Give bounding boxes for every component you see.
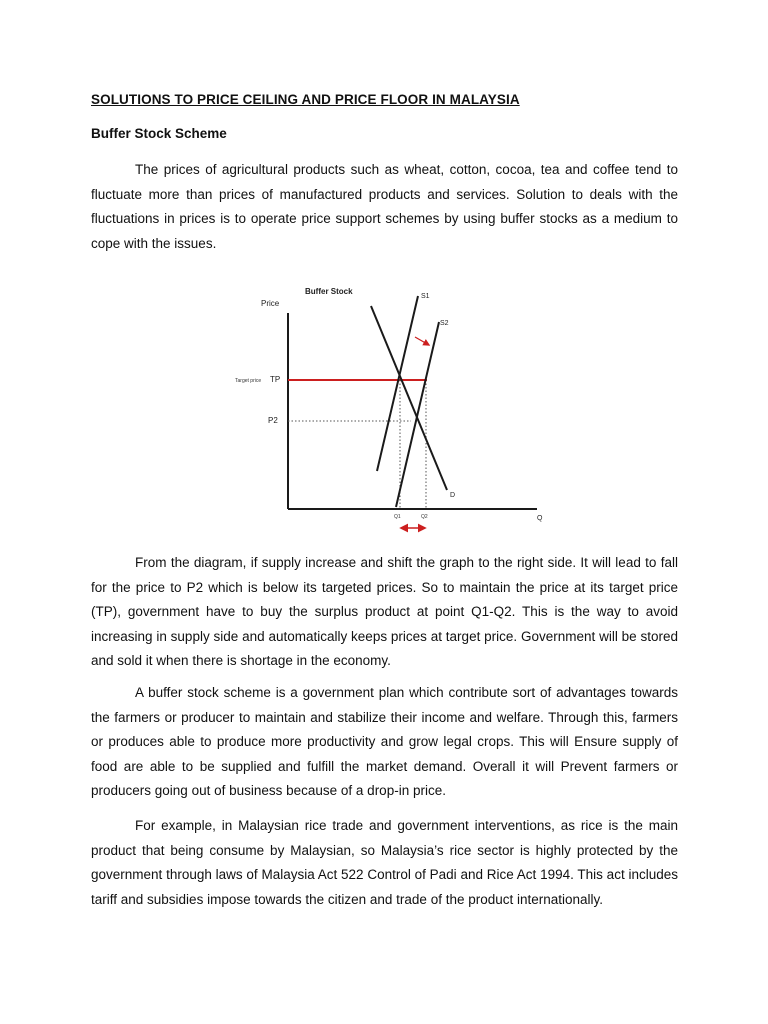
diagram-title: Buffer Stock — [305, 287, 353, 296]
target-price-label: TP — [270, 375, 281, 384]
d-label: D — [450, 492, 456, 499]
target-price-caption: Target price — [235, 378, 262, 384]
section-heading: Buffer Stock Scheme — [91, 126, 227, 141]
paragraph-intro: The prices of agricultural products such as wheat, cotton, cocoa, tea and coffee tend to fluctuate more than prices of manufactured products and services. Solution to deals with the fluctuations in prices is to operate price support schemes by using buffer stocks as a medium to cope with the issues. — [91, 162, 678, 251]
q2-label: Q2 — [421, 514, 428, 520]
x-axis-label: Q — [537, 515, 543, 522]
paragraph-diagram-explanation: From the diagram, if supply increase and shift the graph to the right side. It will lead to fall for the price to P2 which is below its targeted prices. So to maintain the price at its target price (TP), government have to buy the surplus product at point Q1-Q2. This is the way to avoid increasing in supply side and automatically keeps prices at target price. Government will be stored and sold it when there is shortage in the economy. — [91, 555, 678, 668]
paragraph-advantages: A buffer stock scheme is a government plan which contribute sort of advantages towards the farmers or producer to maintain and stabilize their income and welfare. Through this, farmers or produces able to produce more productivity and grow legal crops. This will Ensure supply of food are able to be supplied and fulfill the market demand. Overall it will Prevent farmers or producers going out of business because of a drop-in price. — [91, 685, 678, 798]
supply-curve-s1 — [377, 296, 418, 471]
supply-shift-arrow — [415, 337, 429, 345]
q1-label: Q1 — [394, 514, 401, 520]
paragraph-malaysia-example: For example, in Malaysian rice trade and government interventions, as rice is the main product that being consume by Malaysian, so Malaysia’s rice sector is highly protected by the government through laws of Malaysia Act 522 Control of Padi and Rice Act 1994. This act includes tariff and subsidies impose towards the citizen and trade of the product internationally. — [91, 818, 678, 907]
y-axis-label: Price — [261, 299, 280, 308]
supply-curve-s2 — [396, 322, 439, 507]
buffer-stock-diagram — [225, 280, 555, 535]
diagram-svg — [225, 280, 555, 535]
s2-label: S2 — [440, 320, 449, 327]
p2-label: P2 — [268, 416, 278, 425]
document-heading: SOLUTIONS TO PRICE CEILING AND PRICE FLOOR IN MALAYSIA — [91, 92, 520, 107]
s1-label: S1 — [421, 293, 430, 300]
